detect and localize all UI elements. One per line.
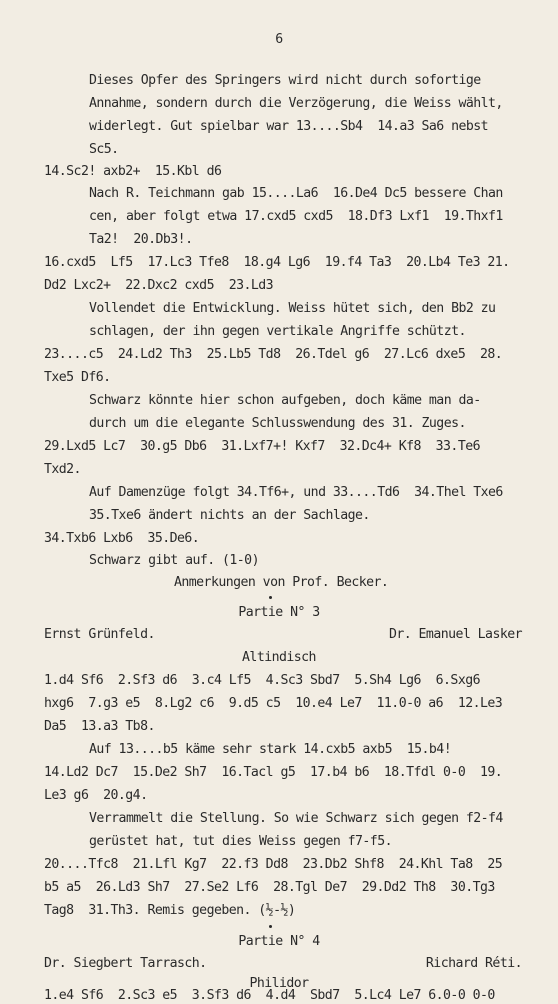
annotation-line: schlagen, der ihn gegen vertikale Angriffe schützt. (89, 324, 466, 339)
move-line: Txd2. (44, 462, 81, 477)
move-line: Dd2 Lxc2+ 22.Dxc2 cxd5 23.Ld3 (44, 278, 274, 293)
move-line: Da5 13.a3 Tb8. (44, 719, 155, 734)
move-line: 14.Ld2 Dc7 15.De2 Sh7 16.Tacl g5 17.b4 b6 18.Tfdl 0-0 19. (44, 765, 503, 780)
annotation-line: Vollendet die Entwicklung. Weiss hütet sich, den Bb2 zu (89, 301, 496, 316)
annotation-line: cen, aber folgt etwa 17.cxd5 cxd5 18.Df3 Lxf1 19.Thxf1 (89, 209, 503, 224)
separator-dot (269, 925, 272, 928)
opening-name: Philidor (249, 976, 309, 991)
annotation-line: Sc5. (89, 142, 119, 157)
move-line: 34.Txb6 Lxb6 35.De6. (44, 531, 200, 546)
white-player: Ernst Grünfeld. (44, 627, 155, 642)
annotation-line: durch um die elegante Schlusswendung des 31. Zuges. (89, 416, 466, 431)
white-player: Dr. Siegbert Tarrasch. (44, 956, 207, 971)
page-number: 6 (275, 32, 283, 47)
result-line: Schwarz gibt auf. (1-0) (89, 553, 259, 568)
game-title: Partie N° 4 (238, 934, 320, 949)
annotation-line: Annahme, sondern durch die Verzögerung, die Weiss wählt, (89, 96, 503, 111)
move-line: 1.e4 Sf6 2.Sc3 e5 3.Sf3 d6 4.d4 Sbd7 5.Lc4 Le7 6.0-0 0-0 (44, 988, 495, 1003)
move-line: 1.d4 Sf6 2.Sf3 d6 3.c4 Lf5 4.Sc3 Sbd7 5.Sh4 Lg6 6.Sxg6 (44, 673, 480, 688)
annotation-line: Auf 13....b5 käme sehr stark 14.cxb5 axb5 15.b4! (89, 742, 452, 757)
annotator-credit: Anmerkungen von Prof. Becker. (174, 575, 389, 590)
separator-dot (269, 596, 272, 599)
annotation-line: widerlegt. Gut spielbar war 13....Sb4 14.a3 Sa6 nebst (89, 119, 489, 134)
move-line: 23....c5 24.Ld2 Th3 25.Lb5 Td8 26.Tdel g6 27.Lc6 dxe5 28. (44, 347, 503, 362)
move-line: 16.cxd5 Lf5 17.Lc3 Tfe8 18.g4 Lg6 19.f4 Ta3 20.Lb4 Te3 21. (44, 255, 510, 270)
annotation-line: Auf Damenzüge folgt 34.Tf6+, und 33....Td6 34.Thel Txe6 (89, 485, 503, 500)
move-line: Le3 g6 20.g4. (44, 788, 148, 803)
black-player: Dr. Emanuel Lasker (388, 627, 522, 642)
move-line: Txe5 Df6. (44, 370, 111, 385)
annotation-line: 35.Txe6 ändert nichts an der Sachlage. (89, 508, 370, 523)
opening-name: Altindisch (242, 650, 316, 665)
move-line: 20....Tfc8 21.Lfl Kg7 22.f3 Dd8 23.Db2 Shf8 24.Khl Ta8 25 (44, 857, 503, 872)
move-line: b5 a5 26.Ld3 Sh7 27.Se2 Lf6 28.Tgl De7 29.Dd2 Th8 30.Tg3 (44, 880, 495, 895)
annotation-line: Ta2! 20.Db3!. (89, 232, 193, 247)
annotation-line: Schwarz könnte hier schon aufgeben, doch käme man da- (89, 393, 481, 408)
move-line: Tag8 31.Th3. Remis gegeben. (½-½) (44, 903, 296, 918)
annotation-line: Nach R. Teichmann gab 15....La6 16.De4 Dc5 bessere Chan (89, 186, 503, 201)
annotation-line: gerüstet hat, tut dies Weiss gegen f7-f5. (89, 834, 392, 849)
move-line: hxg6 7.g3 e5 8.Lg2 c6 9.d5 c5 10.e4 Le7 11.0-0 a6 12.Le3 (44, 696, 503, 711)
move-line: 29.Lxd5 Lc7 30.g5 Db6 31.Lxf7+! Kxf7 32.Dc4+ Kf8 33.Te6 (44, 439, 480, 454)
move-line: 14.Sc2! axb2+ 15.Kbl d6 (44, 164, 222, 179)
annotation-line: Verrammelt die Stellung. So wie Schwarz sich gegen f2-f4 (89, 811, 503, 826)
black-player: Richard Réti. (425, 956, 522, 971)
annotation-line: Dieses Opfer des Springers wird nicht durch sofortige (89, 73, 481, 88)
game-title: Partie N° 3 (238, 605, 320, 620)
